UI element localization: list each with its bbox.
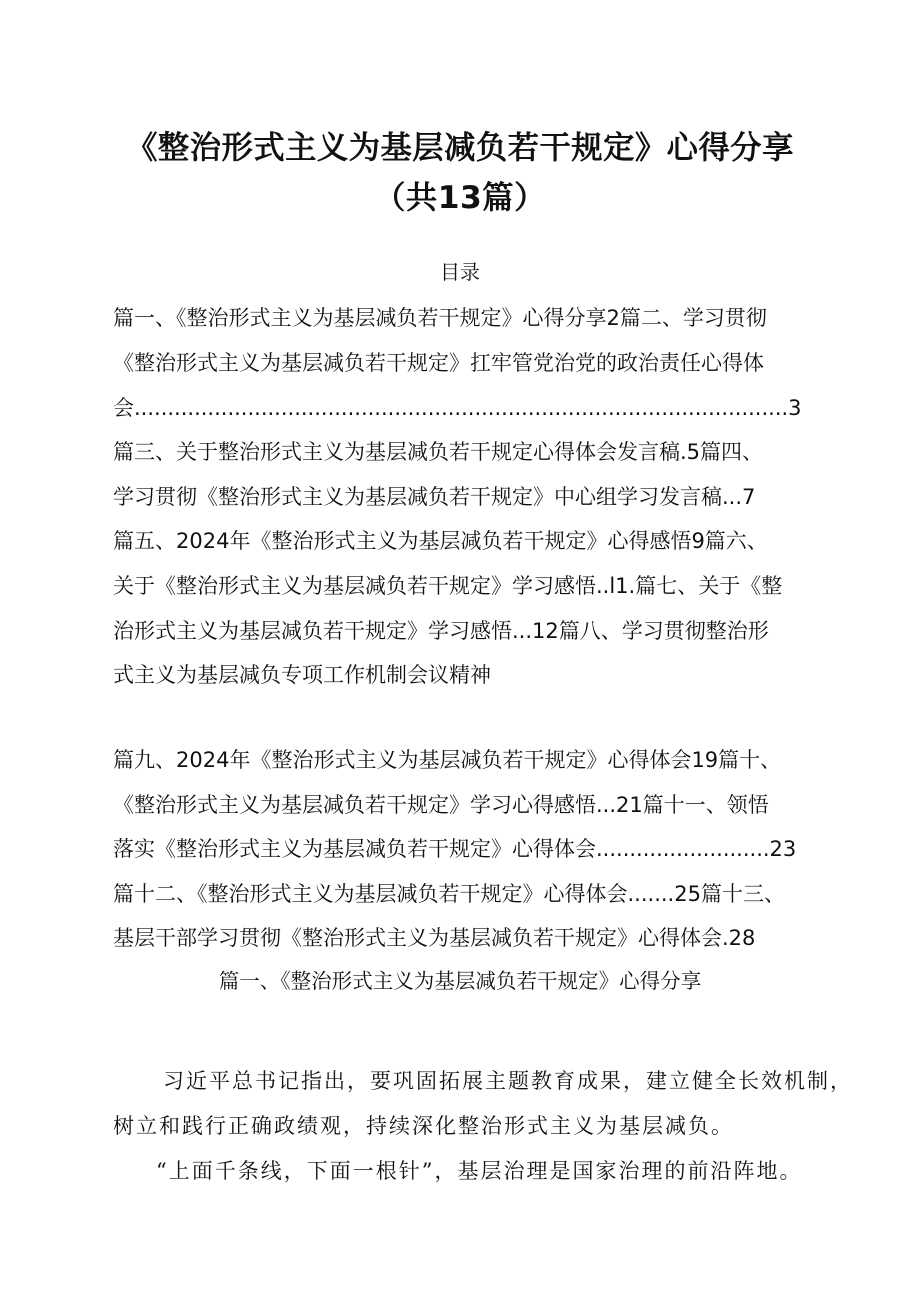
body-paragraph-line: “上面千条线，下面一根针”，基层治理是国家治理的前沿阵地。: [156, 1159, 803, 1183]
document-title: 《整治形式主义为基层减负若干规定》心得分享: [126, 130, 794, 166]
section-title: 篇一、《整治形式主义为基层减负若干规定》心得分享: [218, 969, 702, 993]
toc-line[interactable]: 式主义为基层减负专项工作机制会议精神: [113, 663, 491, 687]
toc-line[interactable]: 落实《整治形式主义为基层减负若干规定》心得体会..........................23: [113, 837, 797, 861]
toc-line[interactable]: 治形式主义为基层减负若干规定》学习感悟...12篇八、学习贯彻整治形: [113, 619, 769, 643]
toc-line[interactable]: 《整治形式主义为基层减负若干规定》扛牢管党治党的政治责任心得体: [113, 351, 764, 375]
toc-line[interactable]: 《整治形式主义为基层减负若干规定》学习心得感悟...21篇十一、领悟: [113, 793, 769, 817]
toc-heading: 目录: [440, 260, 480, 284]
toc-line[interactable]: 学习贯彻《整治形式主义为基层减负若干规定》中心组学习发言稿...7: [113, 485, 756, 509]
document-subtitle: （共13篇）: [374, 180, 546, 216]
toc-line[interactable]: 关于《整治形式主义为基层减负若干规定》学习感悟..l1.篇七、关于《整: [113, 574, 783, 598]
body-paragraph-line: 习近平总书记指出，要巩固拓展主题教育成果，建立健全长效机制，: [163, 1069, 853, 1093]
toc-line[interactable]: 篇三、关于整治形式主义为基层减负若干规定心得体会发言稿.5篇四、: [113, 440, 764, 464]
toc-line[interactable]: 基层干部学习贯彻《整治形式主义为基层减负若干规定》心得体会.28: [113, 926, 756, 950]
toc-line[interactable]: 篇一、《整治形式主义为基层减负若干规定》心得分享2篇二、学习贯彻: [113, 306, 767, 330]
toc-line[interactable]: 篇九、2024年《整治形式主义为基层减负若干规定》心得体会19篇十、: [113, 748, 782, 772]
toc-line[interactable]: 篇五、2024年《整治形式主义为基层减负若干规定》心得感悟9篇六、: [113, 529, 768, 553]
body-paragraph-line: 树立和践行正确政绩观，持续深化整治形式主义为基层减负。: [113, 1114, 734, 1138]
toc-line[interactable]: 会..................................................................................................3: [113, 396, 802, 420]
toc-line[interactable]: 篇十二、《整治形式主义为基层减负若干规定》心得体会.......25篇十三、: [113, 882, 785, 906]
